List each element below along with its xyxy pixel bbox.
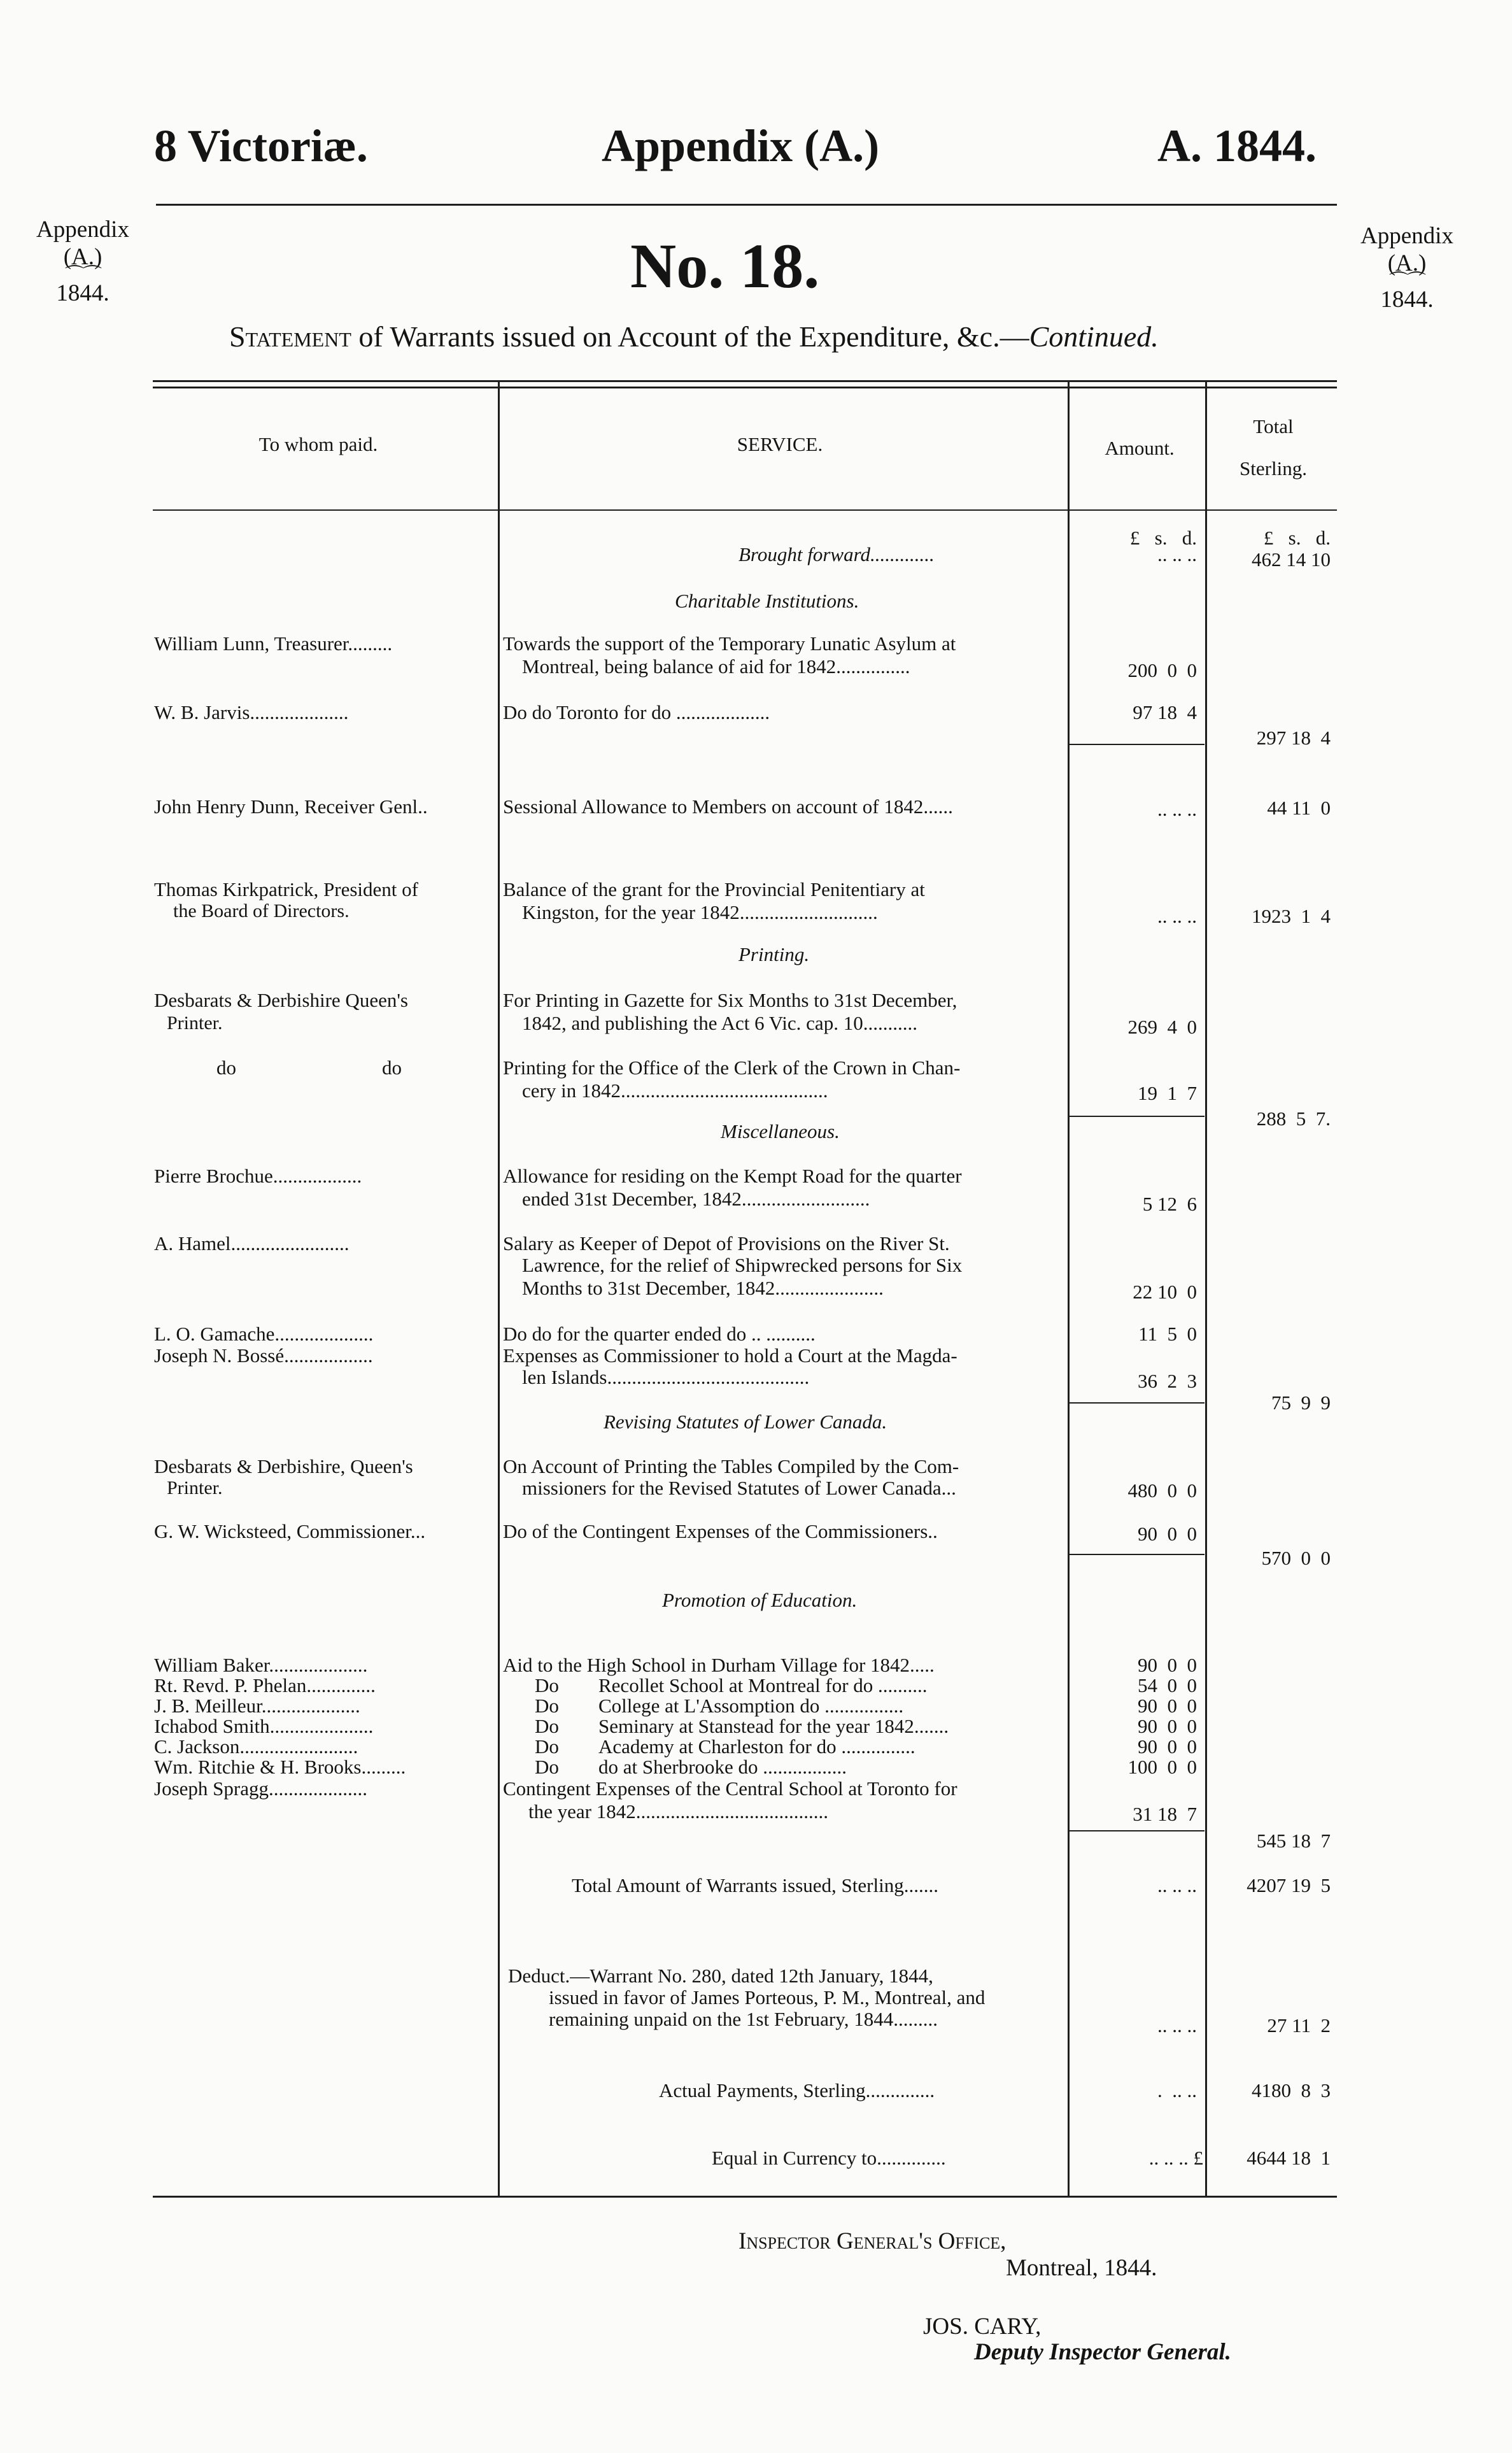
service-hamel-1: Salary as Keeper of Depot of Provisions on the River St. — [503, 1232, 950, 1255]
margin-appendix-letter: (A.) — [1387, 250, 1427, 276]
amount-lunn: 200 0 0 — [1127, 659, 1197, 681]
margin-year: 1844. — [56, 280, 110, 307]
total-units: £ s. d. — [1263, 527, 1331, 549]
amount-gamache: 11 5 0 — [1138, 1323, 1197, 1345]
subtotal-rule — [1070, 1830, 1205, 1831]
service-desbarats-1b: 1842, and publishing the Act 6 Vic. cap. 10........... — [522, 1012, 917, 1034]
payee-dunn: John Henry Dunn, Receiver Genl.. — [154, 795, 428, 818]
table-head-rule — [153, 509, 1337, 511]
payee-hamel: A. Hamel........................ — [154, 1232, 350, 1255]
service-lunn-1: Towards the support of the Temporary Lunatic Asylum at — [503, 632, 956, 655]
subtotal-rule — [1070, 744, 1205, 745]
payee-spragg: Joseph Spragg.................... — [154, 1777, 367, 1800]
service-education: Recollet School at Montreal for do .......... — [598, 1674, 928, 1696]
amount-bosse: 36 2 3 — [1138, 1370, 1197, 1392]
payee-lunn: William Lunn, Treasurer......... — [154, 632, 393, 655]
amount-desbarats-1: 269 4 0 — [1127, 1016, 1197, 1038]
column-header-service: SERVICE. — [737, 433, 823, 455]
amount-education: 90 0 0 — [1138, 1695, 1197, 1717]
service-kirkpatrick-1: Balance of the grant for the Provincial Penitentiary at — [503, 878, 925, 900]
total-education: 545 18 7 — [1256, 1830, 1331, 1852]
currency-total: 4644 18 1 — [1247, 2147, 1331, 2169]
margin-note-right — [1343, 223, 1471, 314]
column-header-amount: Amount. — [1105, 437, 1175, 459]
amount-dunn: .. .. .. — [1157, 798, 1197, 820]
total-warrants: 4207 19 5 — [1247, 1874, 1331, 1896]
header-left: 8 Victoriæ. — [154, 120, 368, 171]
amount-education: 54 0 0 — [1138, 1674, 1197, 1696]
service-brochue-1: Allowance for residing on the Kempt Road for the quarter — [503, 1165, 962, 1187]
service-education: Academy at Charleston for do ............... — [598, 1735, 915, 1758]
payee-wicksteed: G. W. Wicksteed, Commissioner... — [154, 1520, 426, 1542]
payee-bosse: Joseph N. Bossé.................. — [154, 1344, 373, 1367]
section-heading-printing: Printing. — [738, 943, 810, 965]
brought-forward-amount: .. .. .. — [1157, 543, 1197, 565]
deduct-line-3: remaining unpaid on the 1st February, 1844......... — [549, 2008, 938, 2030]
amount-kirkpatrick: .. .. .. — [1157, 905, 1197, 927]
amount-units: £ s. d. — [1129, 527, 1197, 549]
amount-hamel: 22 10 0 — [1133, 1281, 1197, 1303]
margin-appendix-letter: (A.) — [63, 243, 102, 270]
service-hamel-3: Months to 31st December, 1842...................... — [522, 1277, 884, 1299]
header-right: A. 1844. — [1157, 120, 1317, 171]
table-top-rule — [153, 380, 1337, 382]
subtitle-text: of Warrants issued on Account of the Expenditure, &c.— — [358, 320, 1029, 353]
currency-amount: .. .. .. £ — [1148, 2147, 1203, 2169]
margin-appendix-label: Appendix — [1360, 223, 1453, 249]
column-divider — [1205, 382, 1207, 2197]
payee-desbarats-1b: Printer. — [167, 1013, 223, 1034]
margin-year: 1844. — [1380, 287, 1434, 313]
total-warrants-amount: .. .. .. — [1157, 1874, 1197, 1896]
payee-do: do — [216, 1056, 236, 1079]
service-desbarats-3: On Account of Printing the Tables Compiled by the Com- — [503, 1455, 959, 1477]
table-bottom-rule — [153, 2196, 1337, 2198]
total-printing: 288 5 7. — [1256, 1107, 1331, 1130]
amount-wicksteed: 90 0 0 — [1138, 1523, 1197, 1545]
section-heading-education: Promotion of Education. — [662, 1589, 858, 1611]
service-spragg-2: the year 1842....................................... — [528, 1800, 828, 1823]
column-header-total-sterling: Sterling. — [1240, 457, 1307, 480]
service-bosse-2: len Islands......................................... — [522, 1366, 810, 1388]
service-brochue-2: ended 31st December, 1842.......................... — [522, 1188, 870, 1210]
service-gamache: Do do for the quarter ended do .. .......... — [503, 1323, 816, 1345]
service-education-do: Do — [535, 1735, 559, 1758]
header-center: Appendix (A.) — [602, 120, 880, 171]
margin-note-left — [19, 217, 146, 308]
section-heading-charitable: Charitable Institutions. — [675, 590, 859, 612]
payee-desbarats-3: Desbarats & Derbishire, Queen's — [154, 1455, 413, 1477]
service-education: College at L'Assomption do ................ — [598, 1695, 904, 1717]
service-desbarats-3b: missioners for the Revised Statutes of Lower Canada... — [522, 1477, 956, 1499]
deduct-line-1: Deduct.—Warrant No. 280, dated 12th January, 1844, — [508, 1965, 933, 1987]
amount-brochue: 5 12 6 — [1142, 1193, 1197, 1215]
payee-education: William Baker.................... — [154, 1654, 368, 1676]
service-desbarats-2b: cery in 1842.......................................... — [522, 1079, 828, 1102]
table-top-rule-2 — [153, 387, 1337, 388]
section-heading-misc: Miscellaneous. — [721, 1120, 840, 1142]
subtotal-rule — [1070, 1402, 1205, 1404]
payee-kirkpatrick-1: Thomas Kirkpatrick, President of — [154, 878, 418, 900]
service-education: Seminary at Stanstead for the year 1842....... — [598, 1715, 949, 1737]
amount-spragg: 31 18 7 — [1133, 1803, 1197, 1825]
payee-kirkpatrick-2: the Board of Directors. — [173, 900, 350, 921]
column-divider — [1068, 382, 1070, 2197]
payee-education: Ichabod Smith..................... — [154, 1715, 374, 1737]
amount-education: 90 0 0 — [1138, 1654, 1197, 1676]
amount-desbarats-2: 19 1 7 — [1138, 1082, 1197, 1104]
footer-signatory: JOS. CARY, — [923, 2314, 1042, 2340]
service-desbarats-1: For Printing in Gazette for Six Months to 31st December, — [503, 989, 957, 1011]
amount-jarvis: 97 18 4 — [1133, 701, 1197, 723]
service-education: do at Sherbrooke do ................. — [598, 1756, 847, 1778]
payee-education: C. Jackson........................ — [154, 1735, 358, 1758]
service-education: Aid to the High School in Durham Village for 1842..... — [503, 1654, 935, 1676]
service-education-do: Do — [535, 1715, 559, 1737]
brought-forward-label: Brought forward............. — [738, 543, 935, 565]
deduct-total: 27 11 2 — [1267, 2014, 1331, 2037]
service-spragg-1: Contingent Expenses of the Central School at Toronto for — [503, 1777, 957, 1800]
actual-payments-total: 4180 8 3 — [1252, 2079, 1331, 2101]
payee-desbarats-1: Desbarats & Derbishire Queen's — [154, 989, 408, 1011]
service-education-do: Do — [535, 1674, 559, 1696]
amount-desbarats-3: 480 0 0 — [1127, 1479, 1197, 1502]
document-subtitle — [229, 320, 1159, 353]
deduct-line-2: issued in favor of James Porteous, P. M., Montreal, and — [549, 1986, 986, 2009]
total-misc: 75 9 9 — [1271, 1391, 1331, 1414]
margin-appendix-label: Appendix — [36, 217, 129, 243]
actual-payments-amount: . .. .. — [1157, 2079, 1197, 2101]
total-charitable: 297 18 4 — [1256, 727, 1331, 749]
payee-brochue: Pierre Brochue.................. — [154, 1165, 362, 1187]
actual-payments-label: Actual Payments, Sterling.............. — [659, 2079, 935, 2101]
service-kirkpatrick-2: Kingston, for the year 1842............................ — [522, 901, 878, 923]
total-statutes: 570 0 0 — [1261, 1547, 1331, 1569]
amount-education: 90 0 0 — [1138, 1715, 1197, 1737]
column-header-total: Total — [1253, 415, 1294, 437]
total-warrants-label: Total Amount of Warrants issued, Sterling....... — [572, 1874, 938, 1896]
footer-office: Inspector General's Office, — [738, 2228, 1007, 2254]
payee-education: J. B. Meilleur.................... — [154, 1695, 360, 1717]
payee-education: Wm. Ritchie & H. Brooks......... — [154, 1756, 406, 1778]
deduct-amount: .. .. .. — [1157, 2014, 1197, 2037]
margin-brace-icon: ⌒⌒ — [65, 265, 101, 287]
service-desbarats-2: Printing for the Office of the Clerk of the Crown in Chan- — [503, 1056, 961, 1079]
currency-label: Equal in Currency to.............. — [712, 2147, 946, 2169]
service-education-do: Do — [535, 1695, 559, 1717]
total-dunn: 44 11 0 — [1267, 797, 1331, 819]
service-hamel-2: Lawrence, for the relief of Shipwrecked persons for Six — [522, 1254, 963, 1276]
total-kirkpatrick: 1923 1 4 — [1252, 905, 1331, 927]
margin-brace-icon: ⌒⌒ — [1389, 271, 1425, 293]
subtotal-rule — [1070, 1116, 1205, 1117]
payee-jarvis: W. B. Jarvis.................... — [154, 701, 349, 723]
payee-do: do — [382, 1056, 402, 1079]
service-jarvis: Do do Toronto for do ................... — [503, 701, 770, 723]
service-bosse-1: Expenses as Commissioner to hold a Court at the Magda- — [503, 1344, 957, 1367]
subtitle-continued: Continued. — [1029, 320, 1159, 353]
column-header-paid: To whom paid. — [258, 433, 378, 455]
payee-education: Rt. Revd. P. Phelan.............. — [154, 1674, 376, 1696]
service-wicksteed: Do of the Contingent Expenses of the Commissioners.. — [503, 1520, 938, 1542]
subtitle-statement: Statement — [229, 320, 351, 353]
column-divider — [498, 382, 500, 2197]
header-rule — [156, 204, 1337, 206]
document-number: No. 18. — [630, 231, 820, 301]
service-lunn-2: Montreal, being balance of aid for 1842............... — [522, 655, 910, 678]
subtotal-rule — [1070, 1554, 1205, 1555]
service-education-do: Do — [535, 1756, 559, 1778]
payee-desbarats-3b: Printer. — [167, 1477, 223, 1498]
service-dunn: Sessional Allowance to Members on account of 1842...... — [503, 795, 953, 818]
payee-gamache: L. O. Gamache.................... — [154, 1323, 374, 1345]
section-heading-statutes: Revising Statutes of Lower Canada. — [604, 1411, 887, 1433]
footer-title: Deputy Inspector General. — [974, 2339, 1231, 2365]
amount-education: 90 0 0 — [1138, 1735, 1197, 1758]
amount-education: 100 0 0 — [1127, 1756, 1197, 1778]
brought-forward-total: 462 14 10 — [1252, 548, 1331, 571]
footer-place: Montreal, 1844. — [1006, 2255, 1157, 2281]
